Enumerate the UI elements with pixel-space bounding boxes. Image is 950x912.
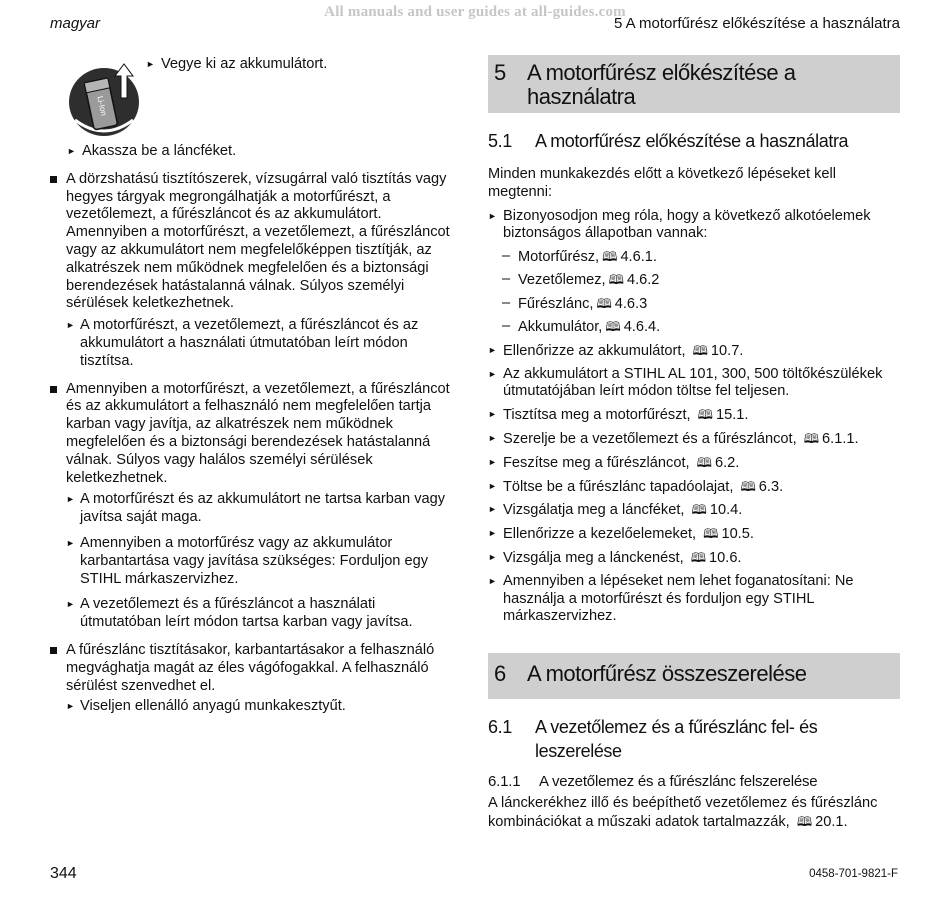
triangle-bullet-icon: ► bbox=[146, 59, 155, 69]
step-chain-brake: ► Akassza be a láncféket. bbox=[67, 143, 237, 159]
warning-maintenance: Amennyiben a motorfűrészt, a vezetőlemezt, a fűrészláncot és az akkumulátort a felhasználó nem megfelelően tartja karban vagy javítja, az alkatrészek nem működnek megfelelően és a biztonsági berendezések hatástalanná válnak. Súlyos vagy halálos személyi sérülések keletkezhetnek. ► A motorfűrészt és az akkumulátort ne tartsa karban vagy javítsa saját maga. ► Amennyiben a motorfűrész vagy az akkumulátor karbantartása vagy javítása szükséges: Forduljon egy STIHL márkaszervizhez. ► A vezetőlemezt és a fűrészláncot a használati útmutatóban leírt módon tartsa karban vagy javítsa. bbox=[50, 381, 460, 632]
battery-removal-icon bbox=[67, 58, 141, 138]
book-reference-icon: 🕮 bbox=[697, 407, 713, 423]
battery-label: Li-Ion bbox=[95, 95, 109, 117]
warning-maintenance-action-3: ► A vezetőlemezt és a fűrészláncot a használati útmutatóban leírt módon tartsa karban vagy javítsa. bbox=[66, 596, 413, 631]
section-5-title: A motorfűrész előkészítése a használatra bbox=[527, 60, 796, 109]
book-reference-icon: 🕮 bbox=[692, 342, 708, 358]
header-language: magyar bbox=[50, 15, 101, 32]
triangle-bullet-icon: ► bbox=[488, 456, 497, 467]
section-6-1-title: A vezetőlemez és a fűrészlánc fel- és leszerelése bbox=[535, 717, 818, 762]
section-6-1-1-number: 6.1.1 bbox=[488, 773, 521, 791]
triangle-bullet-icon: ► bbox=[66, 701, 75, 712]
section-6-number: 6 bbox=[494, 661, 506, 687]
section-6-1-1-heading bbox=[488, 773, 900, 791]
warning-cutters: A fűrészlánc tisztításakor, karbantartásakor a felhasználó megvághatja magát az éles vágófogakkal. A felhasználó sérülést szenvedhet el. ► Viseljen ellenálló anyagú munkakesztyűt. bbox=[50, 642, 460, 716]
triangle-bullet-icon: ► bbox=[488, 504, 497, 515]
component-bar: – Vezetőlemez, 🕮 4.6.2 bbox=[502, 271, 660, 289]
step-tension-chain: ► Feszítse meg a fűrészláncot, 🕮 6.2. bbox=[488, 454, 740, 471]
triangle-bullet-icon: ► bbox=[488, 432, 497, 443]
right-column bbox=[488, 55, 900, 832]
step-check-lubrication: ► Vizsgálja meg a lánckenést, 🕮 10.6. bbox=[488, 549, 742, 566]
book-reference-icon: 🕮 bbox=[608, 272, 624, 288]
component-saw: – Motorfűrész, 🕮 4.6.1. bbox=[502, 247, 657, 265]
book-reference-icon: 🕮 bbox=[690, 549, 707, 565]
triangle-bullet-icon: ► bbox=[488, 368, 497, 379]
step-charge-battery: ► Az akkumulátort a STIHL AL 101, 300, 500 töltőkészülékek útmutatójában leírt módon töltse fel teljesen. bbox=[488, 365, 883, 400]
step-check-brake: ► Vizsgálatja meg a láncféket, 🕮 10.4. bbox=[488, 502, 743, 519]
book-reference-icon: 🕮 bbox=[605, 318, 621, 334]
section-5-1-title: A motorfűrész előkészítése a használatra bbox=[535, 131, 849, 151]
document-code: 0458-701-9821-F bbox=[809, 868, 898, 880]
triangle-bullet-icon: ► bbox=[488, 551, 497, 562]
section-6-title: A motorfűrész összeszerelése bbox=[527, 661, 807, 687]
triangle-bullet-icon: ► bbox=[66, 320, 75, 331]
section-5-heading bbox=[488, 55, 900, 113]
section-5-intro: Minden munkakezdés előtt a következő lépéseket kell megtenni: bbox=[488, 166, 837, 200]
warning-cleaning: A dörzshatású tisztítószerek, vízsugárral való tisztítás vagy hegyes tárgyak megrongálhatják a motorfűrészt, a vezetőlemezt, a fűrészláncot és az akkumulátort. Amennyiben a motorfűrészt, a vezetőlemezt, a fűrészláncot vagy az akkumulátort nem megfelelőképpen tisztítják, az alkatrészek nem működnek megfelelően és a biztonsági berendezések hatástalanná válnak. Súlyos személyi sérülések keletkezhetnek. ► A motorfűrészt, a vezetőlemezt, a fűrészláncot és az akkumulátort a használati útmutatóban leírt módon tisztítsa. bbox=[50, 171, 460, 371]
watermark: All manuals and user guides at all-guides.com bbox=[324, 4, 626, 20]
section-6-body: A lánckerékhez illő és beépíthető vezetőlemez és fűrészlánc kombinációkat a műszaki adatok tartalmazzák, 🕮 20.1. bbox=[488, 795, 878, 830]
triangle-bullet-icon: ► bbox=[488, 480, 497, 491]
triangle-bullet-icon: ► bbox=[488, 575, 497, 586]
battery-figure bbox=[50, 55, 460, 143]
step-contact-service: ► Amennyiben a lépéseket nem lehet foganatosítani: Ne használja a motorfűrészt és forduljon egy STIHL márkaszervizhez. bbox=[488, 572, 854, 625]
triangle-bullet-icon: ► bbox=[66, 494, 75, 505]
square-bullet-icon bbox=[50, 647, 57, 654]
section-6-1-1-title: A vezetőlemez és a fűrészlánc felszerelése bbox=[539, 773, 818, 791]
step-clean-saw: ► Tisztítsa meg a motorfűrészt, 🕮 15.1. bbox=[488, 407, 749, 424]
step-check-controls: ► Ellenőrizze a kezelőelemeket, 🕮 10.5. bbox=[488, 526, 754, 543]
step-mount-bar-chain: ► Szerelje be a vezetőlemezt és a fűrészláncot, 🕮 6.1.1. bbox=[488, 430, 859, 447]
step-check-battery: ► Ellenőrizze az akkumulátort, 🕮 10.7. bbox=[488, 342, 744, 359]
section-6-heading bbox=[488, 653, 900, 699]
page-number: 344 bbox=[50, 865, 77, 882]
book-reference-icon: 🕮 bbox=[596, 295, 612, 311]
triangle-bullet-icon: ► bbox=[66, 599, 75, 610]
step-remove-battery: ► Vegye ki az akkumulátort. bbox=[146, 56, 328, 72]
book-reference-icon: 🕮 bbox=[691, 502, 707, 518]
preparation-steps bbox=[488, 208, 900, 627]
book-reference-icon: 🕮 bbox=[696, 454, 712, 470]
book-reference-icon: 🕮 bbox=[796, 813, 813, 829]
triangle-bullet-icon: ► bbox=[488, 409, 497, 420]
section-5-number: 5 bbox=[494, 60, 506, 85]
triangle-bullet-icon: ► bbox=[488, 344, 497, 355]
step-check-components: ► Bizonyosodjon meg róla, hogy a következő alkotóelemek biztonságos állapotban vannak: bbox=[488, 207, 871, 242]
step-fill-oil: ► Töltse be a fűrészlánc tapadóolajat, 🕮 6.3. bbox=[488, 478, 784, 495]
square-bullet-icon bbox=[50, 176, 57, 183]
triangle-bullet-icon: ► bbox=[488, 528, 497, 539]
header-section: 5 A motorfűrész előkészítése a használatra bbox=[614, 15, 900, 32]
book-reference-icon: 🕮 bbox=[740, 478, 756, 494]
section-5-1-number: 5.1 bbox=[488, 131, 512, 151]
section-6-1-heading bbox=[488, 715, 900, 763]
book-reference-icon: 🕮 bbox=[602, 248, 618, 264]
warning-cleaning-action: ► A motorfűrészt, a vezetőlemezt, a fűrészláncot és az akkumulátort a használati útmutatóban leírt módon tisztítsa. bbox=[66, 317, 419, 369]
triangle-bullet-icon: ► bbox=[488, 210, 497, 221]
warning-maintenance-action-1: ► A motorfűrészt és az akkumulátort ne tartsa karban vagy javítsa saját maga. bbox=[66, 491, 446, 526]
component-chain: – Fűrészlánc, 🕮 4.6.3 bbox=[502, 294, 648, 312]
section-5-1-heading bbox=[488, 129, 900, 153]
square-bullet-icon bbox=[50, 386, 57, 393]
warning-cutters-action: ► Viseljen ellenálló anyagú munkakesztyűt. bbox=[66, 698, 346, 715]
left-column bbox=[50, 55, 460, 716]
section-6-1-number: 6.1 bbox=[488, 717, 512, 738]
triangle-bullet-icon: ► bbox=[66, 537, 75, 548]
book-reference-icon: 🕮 bbox=[803, 430, 820, 446]
book-reference-icon: 🕮 bbox=[703, 526, 719, 542]
warning-maintenance-action-2: ► Amennyiben a motorfűrész vagy az akkumulátor karbantartása vagy javítása szükséges: Forduljon egy STIHL márkaszervizhez. bbox=[66, 534, 429, 587]
component-battery: – Akkumulátor, 🕮 4.6.4. bbox=[502, 317, 661, 335]
triangle-bullet-icon: ► bbox=[67, 146, 76, 156]
